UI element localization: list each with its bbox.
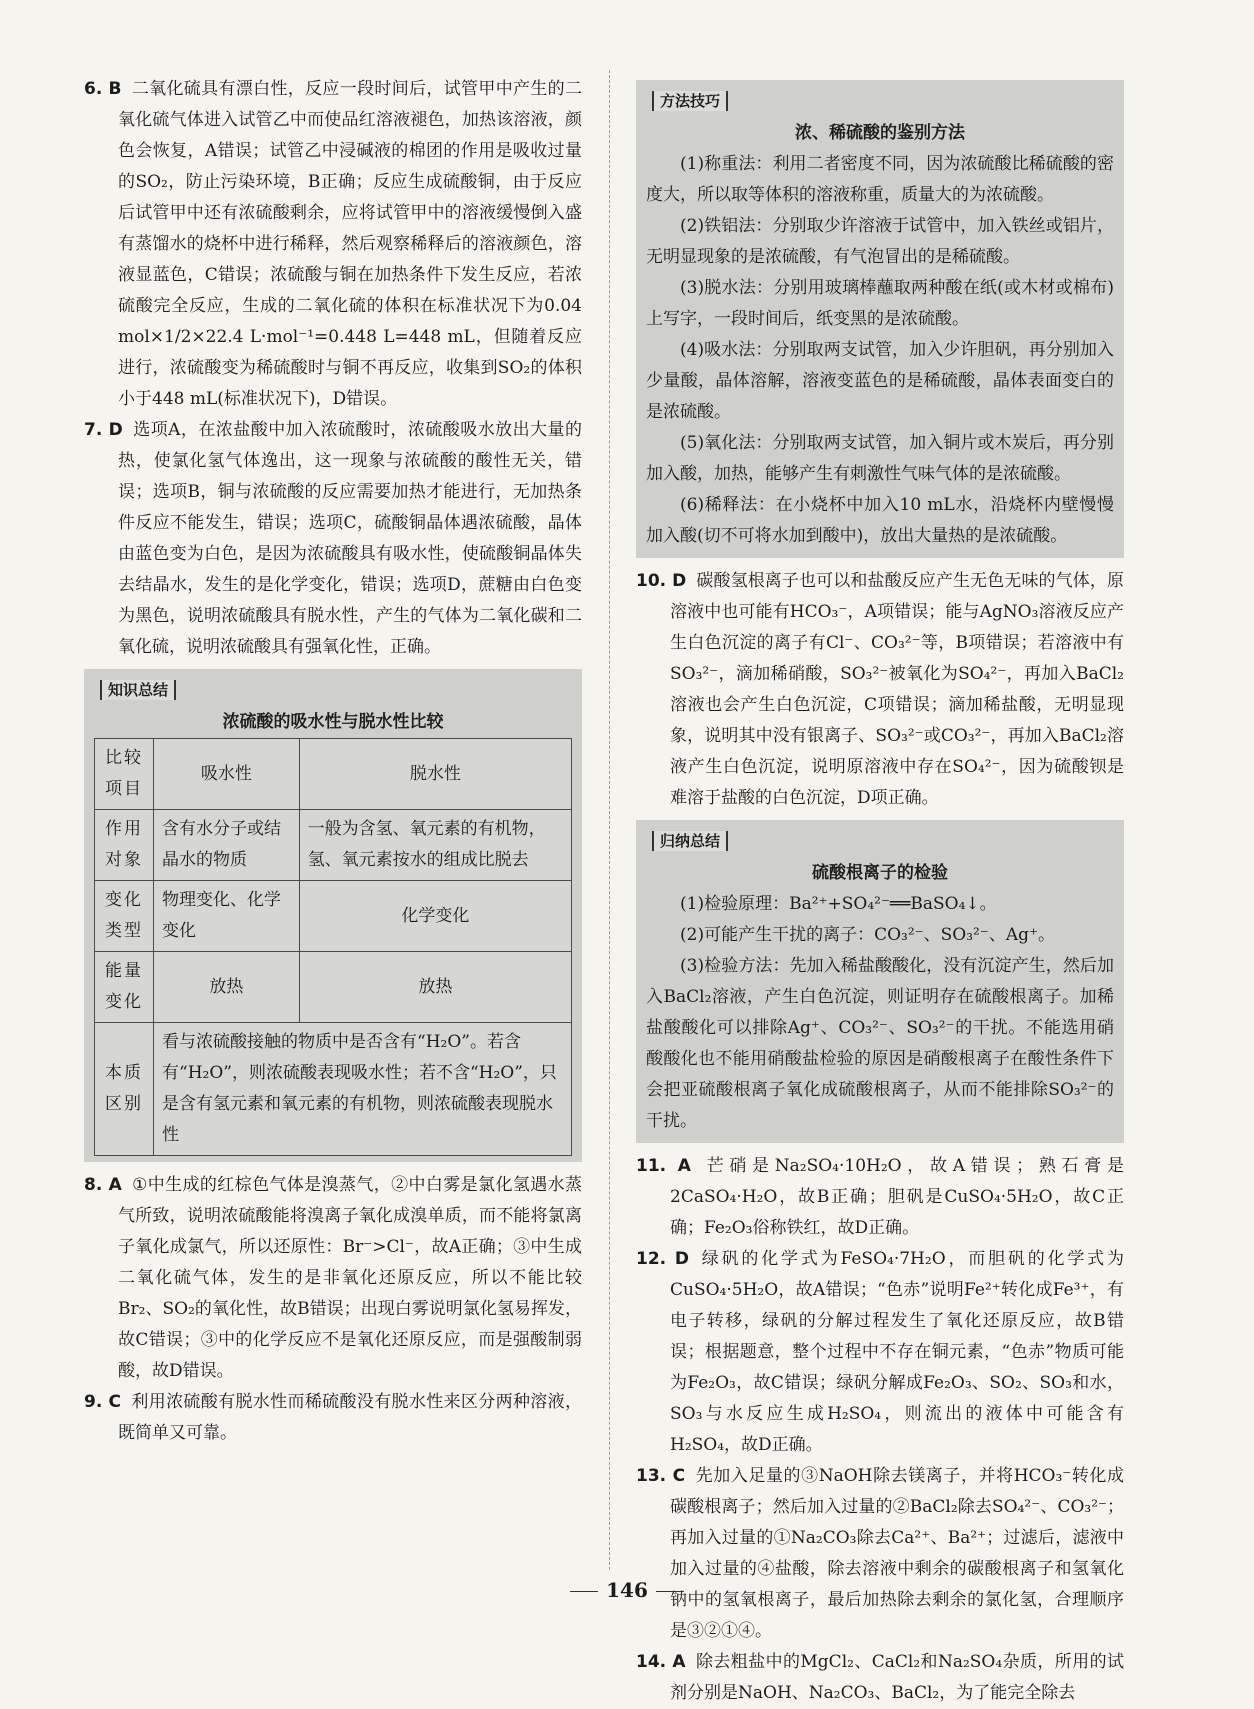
table-cell: 含有水分子或结晶水的物质 — [154, 810, 300, 881]
knowledge-summary-title: 浓硫酸的吸水性与脱水性比较 — [222, 712, 444, 732]
method-tips-tag: 方法技巧 — [652, 91, 728, 111]
answer-9-number: 9. C — [84, 1392, 122, 1412]
right-column — [636, 74, 1124, 1709]
page-number-text: 146 — [606, 1578, 648, 1602]
knowledge-summary-tag: 知识总结 — [100, 680, 176, 700]
method-tips-title: 浓、稀硫酸的鉴别方法 — [795, 123, 965, 143]
answer-8 — [84, 1170, 582, 1387]
table-cell: 放热 — [154, 952, 300, 1023]
answer-14 — [636, 1647, 1124, 1709]
answer-6-number: 6. B — [84, 79, 122, 99]
method-item: (1)称重法：利用二者密度不同，因为浓硫酸比稀硫酸的密度大，所以取等体积的溶液称重，质量大的为浓硫酸。 — [646, 154, 1114, 205]
page-number-dash-right — [656, 1591, 684, 1592]
column-divider — [609, 70, 610, 1570]
induction-summary-tag: 归纳总结 — [652, 831, 728, 851]
comparison-table — [94, 738, 572, 1156]
table-header-row — [95, 739, 572, 810]
answer-8-text: ①中生成的红棕色气体是溴蒸气，②中白雾是氯化氢遇水蒸气所致，说明浓硫酸能将溴离子氧化成溴单质，而不能将氯离子氧化成氯气，所以还原性：Br⁻>Cl⁻，故A正确；③中生成二氧化硫气体，发生的是非氧化还原反应，所以不能比较Br₂、SO₂的氧化性，故B错误；出现白雾说明氯化氢易挥发，故C错误；③中的化学反应不是氧化还原反应，而是强酸制弱酸，故D错误。 — [118, 1175, 582, 1381]
table-cell: 本质区别 — [95, 1023, 154, 1156]
table-cell: 一般为含氢、氧元素的有机物，氢、氧元素按水的组成比脱去 — [299, 810, 571, 881]
answer-11 — [636, 1151, 1124, 1244]
table-cell: 化学变化 — [299, 881, 571, 952]
table-cell: 看与浓硫酸接触的物质中是否含有“H₂O”。若含有“H₂O”，则浓硫酸表现吸水性；若不含“H₂O”，只是含有氢元素和氧元素的有机物，则浓硫酸表现脱水性 — [154, 1023, 572, 1156]
answer-10-number: 10. D — [636, 571, 687, 591]
answer-12 — [636, 1244, 1124, 1461]
table-cell: 物理变化、化学变化 — [154, 881, 300, 952]
answer-14-number: 14. A — [636, 1652, 686, 1672]
answer-7 — [84, 415, 582, 663]
answer-12-text: 绿矾的化学式为FeSO₄·7H₂O，而胆矾的化学式为CuSO₄·5H₂O，故A错误；“色赤”说明Fe²⁺转化成Fe³⁺，有电子转移，绿矾的分解过程发生了氧化还原反应，故B错误；根据题意，整个过程中不存在铜元素，“色赤”物质可能为Fe₂O₃，故C错误；绿矾分解成Fe₂O₃、SO₂、SO₃和水，SO₃与水反应生成H₂SO₄，则流出的液体中可能含有H₂SO₄，故D正确。 — [670, 1249, 1124, 1455]
table-row — [95, 952, 572, 1023]
answer-13-number: 13. C — [636, 1466, 686, 1486]
page-number — [0, 1578, 1254, 1602]
table-cell: 能量变化 — [95, 952, 154, 1023]
knowledge-summary-box — [84, 669, 582, 1162]
answer-12-number: 12. D — [636, 1249, 689, 1269]
table-cell: 作用对象 — [95, 810, 154, 881]
method-item: (2)铁铝法：分别取少许溶液于试管中，加入铁丝或铝片，无明显现象的是浓硫酸，有气泡冒出的是稀硫酸。 — [646, 216, 1114, 267]
left-column — [84, 74, 582, 1449]
summary-item: (1)检验原理：Ba²⁺+SO₄²⁻══BaSO₄↓。 — [680, 894, 997, 914]
summary-item: (3)检验方法：先加入稀盐酸酸化，没有沉淀产生，然后加入BaCl₂溶液，产生白色沉淀，则证明存在硫酸根离子。加稀盐酸酸化可以排除Ag⁺、CO₃²⁻、SO₃²⁻的干扰。不能选用硝酸酸化也不能用硝酸盐检验的原因是硝酸根离子在酸性条件下会把亚硫酸根离子氧化成硫酸根离子，从而不能排除SO₃²⁻的干扰。 — [646, 956, 1114, 1131]
induction-summary-title: 硫酸根离子的检验 — [812, 863, 948, 883]
answer-7-number: 7. D — [84, 420, 123, 440]
answer-10 — [636, 566, 1124, 814]
table-row — [95, 1023, 572, 1156]
answer-9-text: 利用浓硫酸有脱水性而稀硫酸没有脱水性来区分两种溶液，既简单又可靠。 — [118, 1392, 582, 1443]
method-item: (6)稀释法：在小烧杯中加入10 mL水，沿烧杯内壁慢慢加入酸(切不可将水加到酸中)，放出大量热的是浓硫酸。 — [646, 495, 1114, 546]
answer-8-number: 8. A — [84, 1175, 122, 1195]
table-row — [95, 810, 572, 881]
answer-7-text: 选项A，在浓盐酸中加入浓硫酸时，浓硫酸吸水放出大量的热，使氯化氢气体逸出，这一现象与浓硫酸的酸性无关，错误；选项B，铜与浓硫酸的反应需要加热才能进行，无加热条件反应不能发生，错误；选项C，硫酸铜晶体遇浓硫酸，晶体由蓝色变为白色，是因为浓硫酸具有吸水性，使硫酸铜晶体失去结晶水，发生的是化学变化，错误；选项D，蔗糖由白色变为黑色，说明浓硫酸具有脱水性，产生的气体为二氧化碳和二氧化硫，说明浓硫酸具有强氧化性，正确。 — [118, 420, 582, 657]
answer-13 — [636, 1461, 1124, 1647]
answer-10-text: 碳酸氢根离子也可以和盐酸反应产生无色无味的气体，原溶液中也可能有HCO₃⁻，A项错误；能与AgNO₃溶液反应产生白色沉淀的离子有Cl⁻、CO₃²⁻等，B项错误；若溶液中有SO₃²⁻，滴加稀硝酸，SO₃²⁻被氧化为SO₄²⁻，再加入BaCl₂溶液也会产生白色沉淀，C项错误；滴加稀盐酸，无明显现象，说明其中没有银离子、SO₃²⁻或CO₃²⁻，再加入BaCl₂溶液产生白色沉淀，说明原溶液中存在SO₄²⁻，因为硫酸钡是难溶于盐酸的白色沉淀，D项正确。 — [670, 571, 1124, 808]
answer-6-text: 二氧化硫具有漂白性，反应一段时间后，试管甲中产生的二氧化硫气体进入试管乙中而使品红溶液褪色，加热该溶液，颜色会恢复，A错误；试管乙中浸碱液的棉团的作用是吸收过量的SO₂，防止污染环境，B正确；反应生成硫酸铜，由于反应后试管甲中还有浓硫酸剩余，应将试管甲中的溶液缓慢倒入盛有蒸馏水的烧杯中进行稀释，然后观察稀释后的溶液颜色，溶液显蓝色，C错误；浓硫酸与铜在加热条件下发生反应，若浓硫酸完全反应，生成的二氧化硫的体积在标准状况下为0.04 mol×1/2×22.4 L·mol⁻¹=0.448 L=448 mL，但随着反应进行，浓硫酸变为稀硫酸时与铜不再反应，收集到SO₂的体积小于448 mL(标准状况下)，D错误。 — [118, 79, 582, 409]
method-tips-box — [636, 80, 1124, 558]
answer-9 — [84, 1387, 582, 1449]
table-cell: 放热 — [299, 952, 571, 1023]
method-item: (4)吸水法：分别取两支试管，加入少许胆矾，再分别加入少量酸，晶体溶解，溶液变蓝色的是稀硫酸，晶体表面变白的是浓硫酸。 — [646, 340, 1114, 422]
table-header-cell: 吸水性 — [154, 739, 300, 810]
table-row — [95, 881, 572, 952]
answer-11-number: 11. A — [636, 1156, 691, 1176]
answer-14-text: 除去粗盐中的MgCl₂、CaCl₂和Na₂SO₄杂质，所用的试剂分别是NaOH、Na₂CO₃、BaCl₂，为了能完全除去 — [670, 1652, 1124, 1703]
table-header-cell: 比较项目 — [95, 739, 154, 810]
method-item: (3)脱水法：分别用玻璃棒蘸取两种酸在纸(或木材或棉布)上写字，一段时间后，纸变黑的是浓硫酸。 — [646, 278, 1114, 329]
induction-summary-box — [636, 820, 1124, 1143]
table-header-cell: 脱水性 — [299, 739, 571, 810]
table-cell: 变化类型 — [95, 881, 154, 952]
method-item: (5)氧化法：分别取两支试管，加入铜片或木炭后，再分别加入酸，加热，能够产生有刺激性气味气体的是浓硫酸。 — [646, 433, 1114, 484]
answer-6 — [84, 74, 582, 415]
summary-item: (2)可能产生干扰的离子：CO₃²⁻、SO₃²⁻、Ag⁺。 — [680, 925, 1055, 945]
answer-13-text: 先加入足量的③NaOH除去镁离子，并将HCO₃⁻转化成碳酸根离子；然后加入过量的②BaCl₂除去SO₄²⁻、CO₃²⁻；再加入过量的①Na₂CO₃除去Ca²⁺、Ba²⁺；过滤后，滤液中加入过量的④盐酸，除去溶液中剩余的碳酸根离子和氢氧化钠中的氢氧根离子，最后加热除去剩余的氯化氢，合理顺序是③②①④。 — [670, 1466, 1124, 1641]
page-number-dash-left — [570, 1591, 598, 1592]
answer-11-text: 芒硝是Na₂SO₄·10H₂O，故A错误；熟石膏是2CaSO₄·H₂O，故B正确；胆矾是CuSO₄·5H₂O，故C正确；Fe₂O₃俗称铁红，故D正确。 — [670, 1156, 1124, 1238]
